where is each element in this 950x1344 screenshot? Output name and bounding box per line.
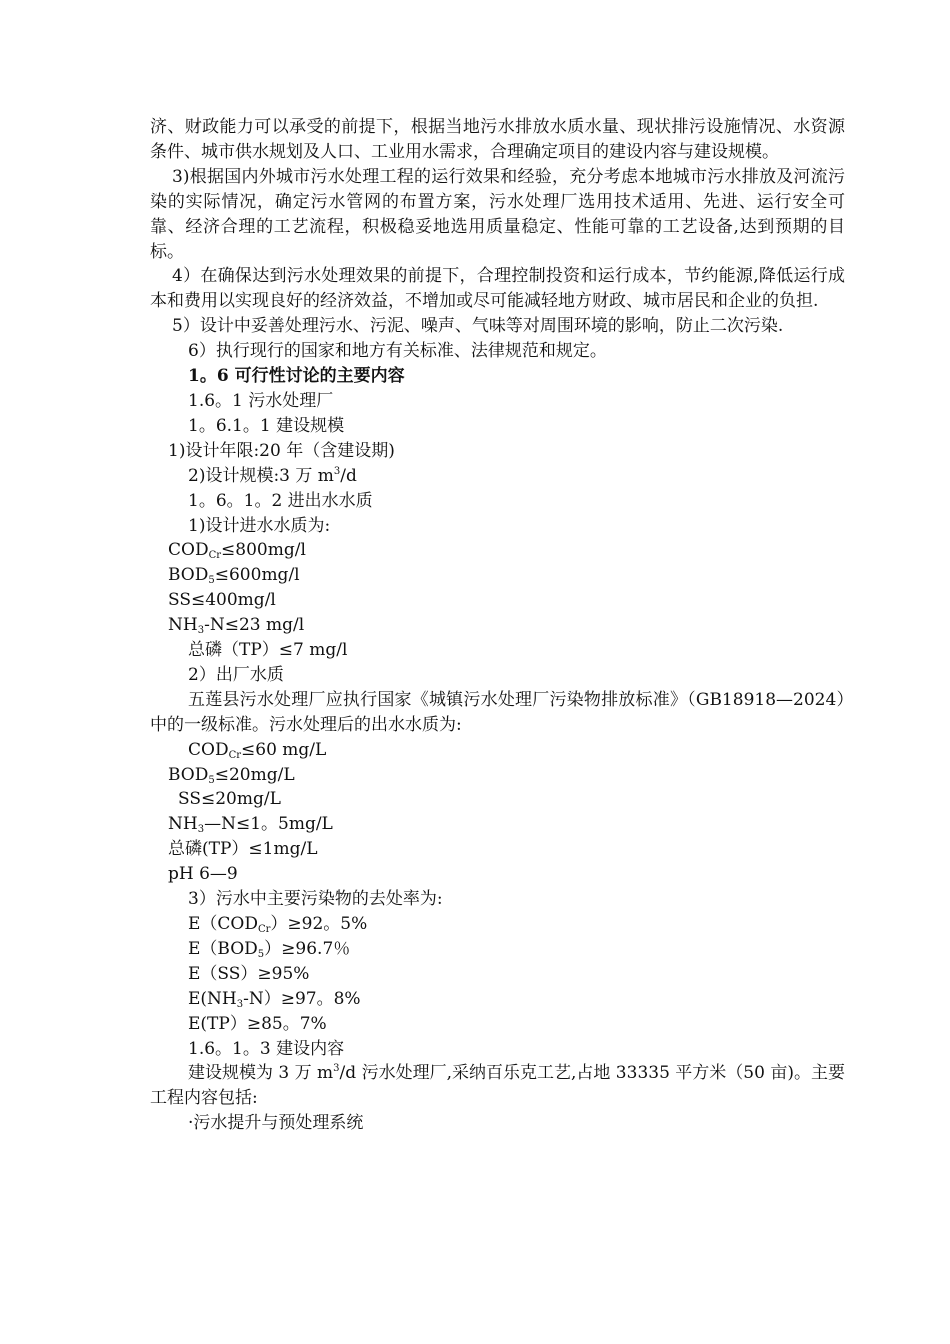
removal-title: 3）污水中主要污染物的去处率为:	[188, 889, 443, 910]
section-title: 1。6 可行性讨论的主要内容	[188, 366, 405, 387]
inflow-bod: $BOD_5\le 600mg/l$	[168, 565, 300, 587]
inflow-cod: $COD_{Cr}\le 800mg/l$	[168, 540, 306, 562]
outflow-tp: 总磷(TP）≤1mg/L	[168, 839, 318, 860]
outflow-bod: $BOD_5\le 20mg/L$	[168, 764, 295, 786]
subsection-1-6-1: 1.6。1 污水处理厂	[188, 390, 334, 411]
outflow-nh: $NH_3—N\le 1$。5mg/L	[168, 814, 333, 836]
design-years: 1)设计年限:20 年（含建设期)	[168, 440, 395, 461]
paragraph-1: 济、财政能力可以承受的前提下，根据当地污水排放水质水量、现状排污设施情况、水资源条件、城市供水规划及人口、工业用水需求，合理确定项目的建设内容与建设规模。	[150, 117, 845, 162]
paragraph-4: 5）设计中妥善处理污水、污泥、噪声、气味等对周围环境的影响，防止二次污染.	[172, 316, 784, 337]
paragraph-3: 4）在确保达到污水处理效果的前提下，合理控制投资和运行成本，节约能源,降低运行成本和费用以实现良好的经济效益，不增加或尽可能减轻地方财政、城市居民和企业的负担.	[150, 266, 845, 312]
paragraph-5: 6）执行现行的国家和地方有关标准、法律规范和规定。	[188, 341, 607, 362]
outflow-title: 2）出厂水质	[188, 664, 284, 685]
outflow-ss: SS≤20mg/L	[178, 789, 281, 810]
inflow-tp: 总磷（TP）≤7 mg/l	[188, 640, 348, 661]
outflow-paragraph: 五莲县污水处理厂应执行国家《城镇污水处理厂污染物排放标准》（GB18918—2024）中的一级标准。污水处理后的出水水质为:	[150, 689, 845, 735]
subsection-1-6-1-3: 1.6。1。3 建设内容	[188, 1038, 345, 1059]
removal-tp: E(TP）≥85。7%	[188, 1013, 327, 1034]
subsection-1-6-1-2: 1。6。1。2 进出水水质	[188, 490, 373, 511]
removal-cod: $E(COD_{Cr})\ge 92$。5%	[188, 914, 368, 935]
inflow-nh: $NH_3-N\le 23$ mg/l	[168, 615, 305, 637]
build-paragraph: 建设规模为 3 万 $m^3/d$ 污水处理厂,采纳百乐克工艺,占地 33335 平方米（50 亩)。主要工程内容包括:	[150, 1063, 845, 1109]
bullet-item: ·污水提升与预处理系统	[188, 1113, 364, 1134]
document-body	[150, 115, 845, 1136]
removal-nh: $E(NH_3-N)\ge 97$。8%	[188, 988, 361, 1010]
inflow-ss: SS≤400mg/l	[168, 590, 276, 611]
removal-bod: $E(BOD_5)\ge 96.7$％	[188, 938, 351, 960]
paragraph-2: 3)根据国内外城市污水处理工程的运行效果和经验，充分考虑本地城市污水排放及河流污染的实际情况，确定污水管网的布置方案，污水处理厂选用技术适用、先进、运行安全可靠、经济合理的工艺流程，积极稳妥地选用质量稳定、性能可靠的工艺设备,达到预期的目标。	[150, 166, 845, 262]
outflow-ph: pH 6—9	[168, 864, 238, 885]
subsection-1-6-1-1: 1。6.1。1 建设规模	[188, 415, 345, 436]
design-scale: 2)设计规模:3 万 $m^3/d$	[188, 465, 357, 486]
inflow-title: 1)设计进水水质为:	[188, 515, 331, 536]
outflow-cod: $COD_{Cr}\le 60$ mg/L	[188, 739, 327, 761]
removal-ss: E（SS）≥95%	[188, 963, 310, 984]
